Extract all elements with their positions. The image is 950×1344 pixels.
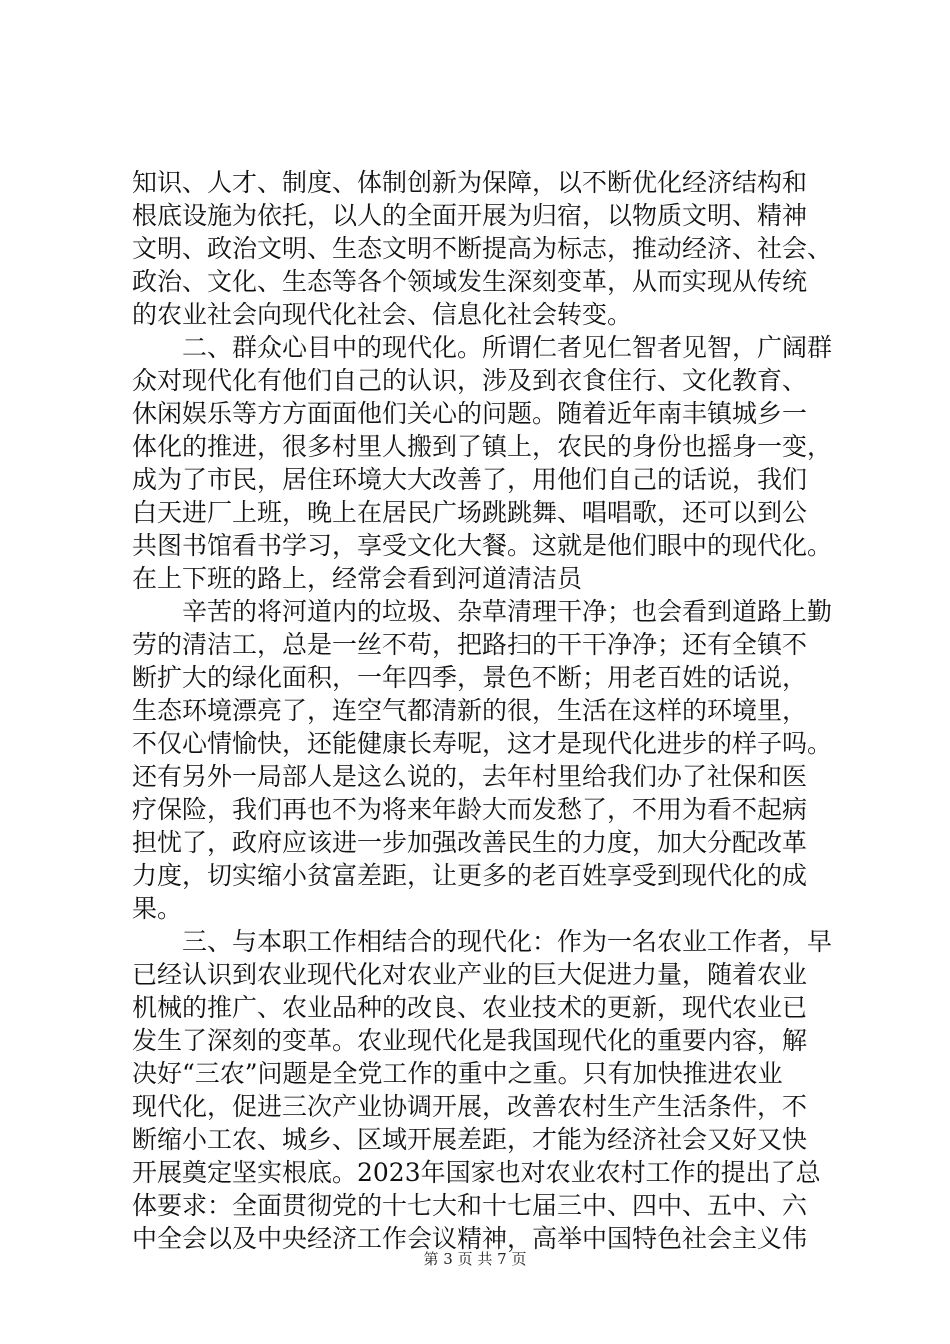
paragraph-start-line: 辛苦的将河道内的垃圾、杂草清理干净；也会看到道路上勤 xyxy=(182,597,833,626)
text-line: 劳的清洁工，总是一丝不苟，把路扫的干干净净；还有全镇不 xyxy=(132,630,808,659)
text-line: 果。 xyxy=(132,894,183,923)
text-line: 现代化，促进三次产业协调开展，改善农村生产生活条件，不 xyxy=(132,1092,808,1121)
text-line: 共图书馆看书学习，享受文化大餐。这就是他们眼中的现代化。 xyxy=(132,531,833,560)
text-line: 决好“三农”问题是全党工作的重中之重。只有加快推进农业 xyxy=(132,1059,783,1088)
paragraph-start-line: 二、群众心目中的现代化。所谓仁者见仁智者见智，广阔群 xyxy=(182,333,833,362)
text-line: 的农业社会向现代化社会、信息化社会转变。 xyxy=(132,300,633,329)
text-line: 白天进厂上班，晚上在居民广场跳跳舞、唱唱歌，还可以到公 xyxy=(132,498,808,527)
text-line: 政治、文化、生态等各个领域发生深刻变革，从而实现从传统 xyxy=(132,267,808,296)
text-line: 知识、人才、制度、体制创新为保障，以不断优化经济结构和 xyxy=(132,168,808,197)
body-text xyxy=(132,166,832,1255)
text-line: 已经认识到农业现代化对农业产业的巨大促进力量，随着农业 xyxy=(132,960,808,989)
text-line: 开展奠定坚实根底。2023年国家也对农业农村工作的提出了总 xyxy=(132,1158,821,1187)
text-line: 文明、政治文明、生态文明不断提高为标志，推动经济、社会、 xyxy=(132,234,833,263)
text-line: 还有另外一局部人是这么说的，去年村里给我们办了社保和医 xyxy=(132,762,808,791)
text-line: 力度，切实缩小贫富差距，让更多的老百姓享受到现代化的成 xyxy=(132,861,808,890)
text-line: 中全会以及中央经济工作会议精神，高举中国特色社会主义伟 xyxy=(132,1224,808,1253)
text-line: 根底设施为依托，以人的全面开展为归宿，以物质文明、精神 xyxy=(132,201,808,230)
text-line: 机械的推广、农业品种的改良、农业技术的更新，现代农业已 xyxy=(132,993,808,1022)
text-line: 断扩大的绿化面积，一年四季，景色不断；用老百姓的话说， xyxy=(132,663,808,692)
paragraph-start-line: 三、与本职工作相结合的现代化：作为一名农业工作者，早 xyxy=(182,927,833,956)
page-number-footer: 第 3 页 共 7 页 xyxy=(423,1250,527,1268)
text-line: 不仅心情愉快，还能健康长寿呢，这才是现代化进步的样子吗。 xyxy=(132,729,833,758)
text-line: 体要求：全面贯彻党的十七大和十七届三中、四中、五中、六 xyxy=(132,1191,808,1220)
text-line: 体化的推进，很多村里人搬到了镇上，农民的身份也摇身一变， xyxy=(132,432,833,461)
text-line: 担忧了，政府应该进一步加强改善民生的力度，加大分配改革 xyxy=(132,828,808,857)
text-line: 生态环境漂亮了，连空气都清新的很，生活在这样的环境里， xyxy=(132,696,808,725)
text-line: 疗保险，我们再也不为将来年龄大而发愁了，不用为看不起病 xyxy=(132,795,808,824)
text-line: 在上下班的路上，经常会看到河道清洁员 xyxy=(132,564,583,593)
text-line: 休闲娱乐等方方面面他们关心的问题。随着近年南丰镇城乡一 xyxy=(132,399,808,428)
text-line: 成为了市民，居住环境大大改善了，用他们自己的话说，我们 xyxy=(132,465,808,494)
text-line: 众对现代化有他们自己的认识，涉及到衣食住行、文化教育、 xyxy=(132,366,808,395)
text-line: 断缩小工农、城乡、区域开展差距，才能为经济社会又好又快 xyxy=(132,1125,808,1154)
text-line: 发生了深刻的变革。农业现代化是我国现代化的重要内容，解 xyxy=(132,1026,808,1055)
